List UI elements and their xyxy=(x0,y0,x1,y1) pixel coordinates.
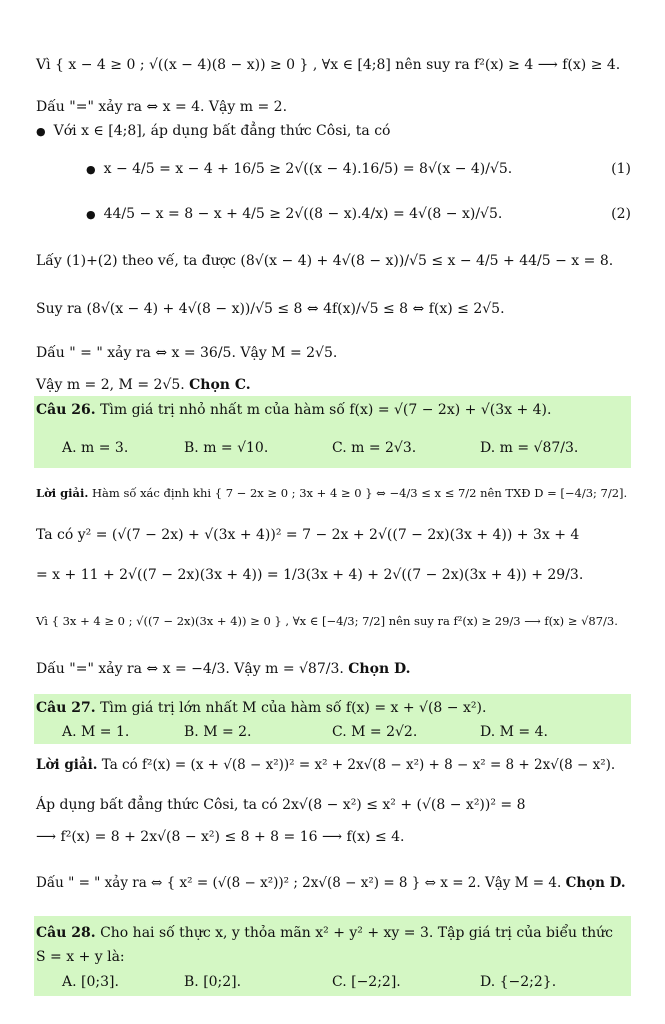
text-line: Vì { 3x + 4 ≥ 0 ; √((7 − 2x)(3x + 4)) ≥ 0 } , ∀x ∈ [−4/3; 7/2] nên suy ra f²(x) ≥ 29/3 ⟶ f(x) ≥ √87/3. xyxy=(36,614,618,628)
option-b: B. M = 2. xyxy=(184,724,252,740)
question-label: Câu 28. xyxy=(36,925,96,941)
text-line: Vậy m = 2, M = 2√5. Chọn C. xyxy=(36,377,251,393)
text-line: = x + 11 + 2√((7 − 2x)(3x + 4)) = 1/3(3x + 4) + 2√((7 − 2x)(3x + 4)) + 29/3. xyxy=(36,567,584,583)
text-line: Suy ra (8√(x − 4) + 4√(8 − x))/√5 ≤ 8 ⇔ 4f(x)/√5 ≤ 8 ⇔ f(x) ≤ 2√5. xyxy=(36,301,505,317)
equation-number: (2) xyxy=(611,206,631,222)
equation-line: ● 44/5 − x = 8 − x + 4/5 ≥ 2√((8 − x).4/x) = 4√(8 − x)/√5. (2) xyxy=(86,206,631,222)
text-line: Dấu "=" xảy ra ⇔ x = 4. Vậy m = 2. xyxy=(36,99,288,115)
option-a: A. m = 3. xyxy=(62,440,129,456)
question-label: Câu 27. xyxy=(36,700,96,716)
answer-choice: Chọn C. xyxy=(189,377,251,393)
text-line: ⟶ f²(x) = 8 + 2x√(8 − x²) ≤ 8 + 8 = 16 ⟶ f(x) ≤ 4. xyxy=(36,829,405,845)
answer-choice: Chọn D. xyxy=(565,875,626,891)
text-line: Lời giải. Ta có f²(x) = (x + √(8 − x²))² = x² + 2x√(8 − x²) + 8 − x² = 8 + 2x√(8 − x²). xyxy=(36,757,616,773)
text-line: Dấu "=" xảy ra ⇔ x = −4/3. Vậy m = √87/3. Chọn D. xyxy=(36,661,411,677)
bullet-icon: ● xyxy=(86,208,96,221)
question-27-box xyxy=(34,694,631,744)
question-28-text: Câu 28. Cho hai số thực x, y thỏa mãn x² + y² + xy = 3. Tập giá trị của biểu thức xyxy=(36,925,614,941)
question-27-text: Câu 27. Tìm giá trị lớn nhất M của hàm số f(x) = x + √(8 − x²). xyxy=(36,700,487,716)
text-line: ● Với x ∈ [4;8], áp dụng bất đẳng thức Côsi, ta có xyxy=(36,123,391,139)
option-b: B. m = √10. xyxy=(184,440,269,456)
option-d: D. {−2;2}. xyxy=(480,974,557,990)
option-a: A. [0;3]. xyxy=(62,974,119,990)
option-c: C. M = 2√2. xyxy=(332,724,418,740)
question-label: Câu 26. xyxy=(36,402,96,418)
answer-choice: Chọn D. xyxy=(348,661,411,677)
equation-number: (1) xyxy=(611,161,631,177)
question-28-text-cont: S = x + y là: xyxy=(36,949,125,965)
text-line: Dấu " = " xảy ra ⇔ { x² = (√(8 − x²))² ; 2x√(8 − x²) = 8 } ⇔ x = 2. Vậy M = 4. Chọn D. xyxy=(36,875,626,891)
equation-line: ● x − 4/5 = x − 4 + 16/5 ≥ 2√((x − 4).16/5) = 8√(x − 4)/√5. (1) xyxy=(86,161,631,177)
text-line: Áp dụng bất đẳng thức Côsi, ta có 2x√(8 − x²) ≤ x² + (√(8 − x²))² = 8 xyxy=(36,797,526,813)
option-c: C. m = 2√3. xyxy=(332,440,417,456)
solution-label: Lời giải. xyxy=(36,757,98,773)
text-line: Dấu " = " xảy ra ⇔ x = 36/5. Vậy M = 2√5. xyxy=(36,345,338,361)
question-26-box xyxy=(34,396,631,468)
option-c: C. [−2;2]. xyxy=(332,974,401,990)
option-d: D. M = 4. xyxy=(480,724,548,740)
option-a: A. M = 1. xyxy=(62,724,130,740)
bullet-icon: ● xyxy=(36,125,46,138)
text-line: Ta có y² = (√(7 − 2x) + √(3x + 4))² = 7 − 2x + 2√((7 − 2x)(3x + 4)) + 3x + 4 xyxy=(36,527,580,543)
text-line: Vì { x − 4 ≥ 0 ; √((x − 4)(8 − x)) ≥ 0 } , ∀x ∈ [4;8] nên suy ra f²(x) ≥ 4 ⟶ f(x) ≥ 4. xyxy=(36,57,621,73)
question-26-text: Câu 26. Tìm giá trị nhỏ nhất m của hàm số f(x) = √(7 − 2x) + √(3x + 4). xyxy=(36,402,552,418)
text-line: Lời giải. Hàm số xác định khi { 7 − 2x ≥ 0 ; 3x + 4 ≥ 0 } ⇔ −4/3 ≤ x ≤ 7/2 nên TXĐ D = [−4/3; 7/2]. xyxy=(36,486,628,500)
solution-label: Lời giải. xyxy=(36,486,89,500)
option-d: D. m = √87/3. xyxy=(480,440,579,456)
question-28-box xyxy=(34,916,631,996)
bullet-icon: ● xyxy=(86,163,96,176)
option-b: B. [0;2]. xyxy=(184,974,242,990)
text-line: Lấy (1)+(2) theo vế, ta được (8√(x − 4) + 4√(8 − x))/√5 ≤ x − 4/5 + 44/5 − x = 8. xyxy=(36,253,614,269)
